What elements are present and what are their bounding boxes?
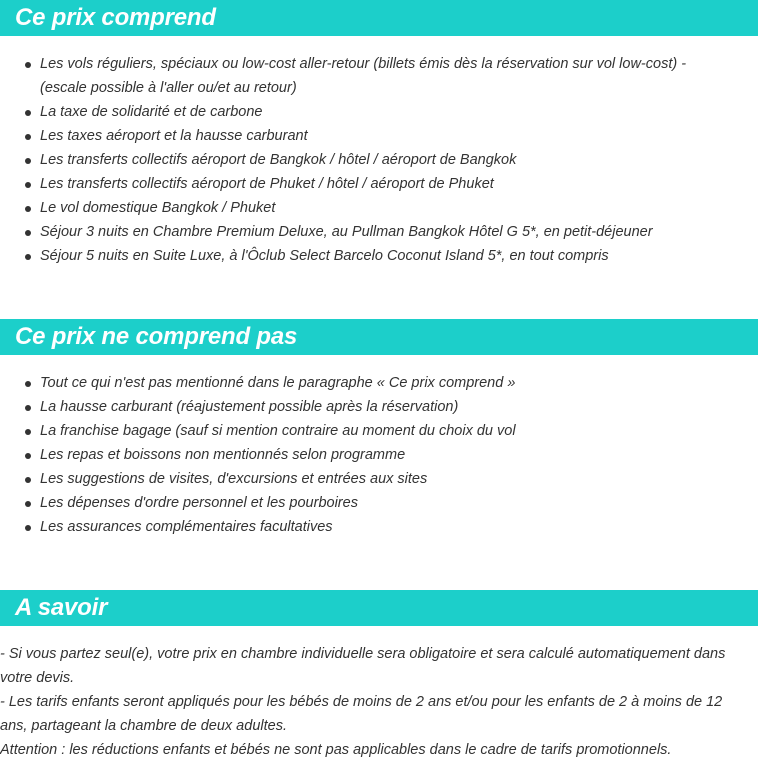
section-excludes <box>0 319 758 539</box>
list-item <box>0 371 758 395</box>
list-item <box>0 467 758 491</box>
bullet-icon <box>25 110 31 116</box>
bullet-icon <box>25 206 31 212</box>
bullet-icon <box>25 62 31 68</box>
list-item-text: Les transferts collectifs aéroport de Bangkok / hôtel / aéroport de Bangkok <box>40 152 517 168</box>
list-item-text: Les dépenses d'ordre personnel et les pourboires <box>40 495 358 511</box>
info-paragraph: - Les tarifs enfants seront appliqués pour les bébés de moins de 2 ans et/ou pour les enfants de 2 à moins de 12 ans, partageant la chambre de deux adultes. <box>0 694 723 734</box>
list-item-text: Les assurances complémentaires facultatives <box>40 519 333 535</box>
list-item <box>0 443 758 467</box>
excludes-header <box>0 319 758 355</box>
list-item-text: Les suggestions de visites, d'excursions et entrées aux sites <box>40 471 428 487</box>
bullet-icon <box>25 405 31 411</box>
excludes-list <box>0 371 758 539</box>
excludes-title: Ce prix ne comprend pas <box>15 323 298 350</box>
info-paragraph: - Si vous partez seul(e), votre prix en chambre individuelle sera obligatoire et sera calculé automatiquement dans votre devis. <box>0 646 726 686</box>
bullet-icon <box>25 134 31 140</box>
info-paragraph: Attention : les réductions enfants et bébés ne sont pas applicables dans le cadre de tarifs promotionnels. <box>0 742 672 758</box>
includes-title: Ce prix comprend <box>15 4 216 31</box>
bullet-icon <box>25 230 31 236</box>
includes-header <box>0 0 758 36</box>
list-item-text: La franchise bagage (sauf si mention contraire au moment du choix du vol <box>40 423 516 439</box>
list-item <box>0 515 758 539</box>
list-item <box>0 220 758 244</box>
info-header <box>0 590 758 626</box>
list-item <box>0 491 758 515</box>
list-item-text: Les repas et boissons non mentionnés selon programme <box>40 447 406 463</box>
list-item-text: Tout ce qui n'est pas mentionné dans le paragraphe « Ce prix comprend » <box>40 375 516 391</box>
list-item-text: Les transferts collectifs aéroport de Phuket / hôtel / aéroport de Phuket <box>40 176 494 192</box>
bullet-icon <box>25 158 31 164</box>
bullet-icon <box>25 182 31 188</box>
bullet-icon <box>25 477 31 483</box>
includes-list <box>0 52 758 268</box>
bullet-icon <box>25 525 31 531</box>
list-item <box>0 419 758 443</box>
info-title: A savoir <box>15 594 108 621</box>
list-item <box>0 196 758 220</box>
list-item-text: La taxe de solidarité et de carbone <box>40 104 263 120</box>
list-item-text: Les taxes aéroport et la hausse carburant <box>40 128 308 144</box>
list-item <box>0 52 758 100</box>
section-info <box>0 590 758 762</box>
bullet-icon <box>25 429 31 435</box>
list-item <box>0 395 758 419</box>
list-item <box>0 244 758 268</box>
bullet-icon <box>25 501 31 507</box>
list-item-text: Séjour 3 nuits en Chambre Premium Deluxe, au Pullman Bangkok Hôtel G 5*, en petit-déjeuner <box>40 224 653 240</box>
list-item-text: Le vol domestique Bangkok / Phuket <box>40 200 276 216</box>
section-includes <box>0 0 758 268</box>
list-item-text: Séjour 5 nuits en Suite Luxe, à l'Ôclub Select Barcelo Coconut Island 5*, en tout compris <box>40 248 609 264</box>
list-item <box>0 100 758 124</box>
bullet-icon <box>25 381 31 387</box>
info-body <box>0 626 758 762</box>
list-item-text: Les vols réguliers, spéciaux ou low-cost aller-retour (billets émis dès la réservation sur vol low-cost) - (escale possible à l'aller ou/et au retour) <box>40 56 687 96</box>
bullet-icon <box>25 453 31 459</box>
bullet-icon <box>25 254 31 260</box>
list-item <box>0 172 758 196</box>
list-item-text: La hausse carburant (réajustement possible après la réservation) <box>40 399 459 415</box>
list-item <box>0 124 758 148</box>
list-item <box>0 148 758 172</box>
